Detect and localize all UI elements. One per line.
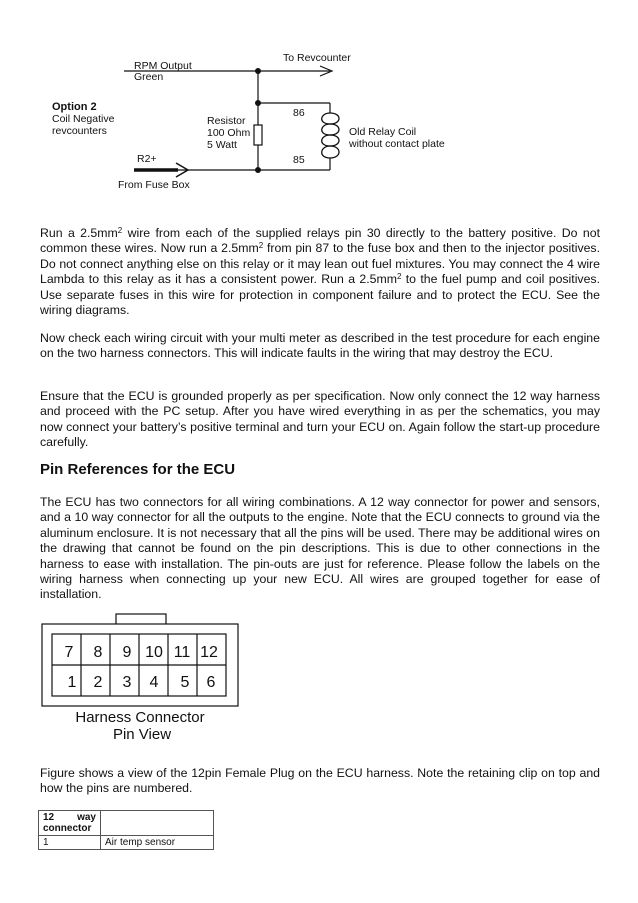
pin-1: 1	[67, 674, 77, 691]
green-label: Green	[134, 71, 164, 83]
junction-dot-mid	[255, 100, 261, 106]
paragraph-wiring: Run a $2.5mm^2$ wire from each of the supplied relays pin 30 directly to the battery positive. Do not common these wires. Now run a $2.5mm^2$ from pin 87 to the fuse box and then to the injector positives. Do not connect anything else on this relay or it may lean out fuel mixtures. You may connect the 4 wire Lambda to this relay as it has a consistent power. Run a $2.5mm^2$ to the fuel pump and coil positives. Use separate fuses in this wire for protection in component failure and to protect the ECU. See the wiring diagrams.	[40, 226, 600, 318]
junction-dot-top	[255, 68, 261, 74]
connector-caption-2: Pin View	[112, 726, 172, 743]
pin-7: 7	[64, 644, 74, 661]
to-revcounter-label: To Revcounter	[283, 52, 351, 64]
resistor-icon	[254, 125, 262, 145]
section-heading: Pin References for the ECU	[40, 461, 236, 478]
table-cell-desc: Air temp sensor	[101, 836, 214, 850]
paragraph-grounding: Ensure that the ECU is grounded properly as per specification. Now only connect the 12 way harness and proceed with the PC setup. After you have wired everything in as per the schematics, you may now connect your battery’s positive terminal and turn your ECU on. Again follow the start-up procedure carefully.	[40, 389, 600, 450]
resistor-label-3: 5 Watt	[207, 139, 237, 151]
pin-86-label: 86	[293, 107, 305, 119]
paragraph-pin-references: The ECU has two connectors for all wiring combinations. A 12 way connector for power and sensors, and a 10 way connector for all the outputs to the engine. Note that the ECU connects to ground via the aluminum enclosure. It is not necessary that all the pins will be used. There may be additional wires on the drawing that cannot be found on the pin descriptions. This is due to other connections in the harness to ease with installation. The pin-outs are just for reference. Please follow the labels on the wiring harness when connecting up your new ECU. All wires are grouped together for ease of installation.	[40, 495, 600, 602]
connector-caption-1: Harness Connector	[75, 709, 205, 726]
resistor-label-1: Resistor	[207, 115, 246, 127]
pin-4: 4	[149, 674, 159, 691]
option-title: Option 2	[52, 101, 97, 113]
option-line-1: Coil Negative	[52, 113, 115, 125]
pin-8: 8	[93, 644, 103, 661]
coil-label-2: without contact plate	[349, 138, 445, 150]
table-header-cell-2	[101, 811, 214, 836]
pin-11: 11	[173, 644, 191, 661]
pin-10: 10	[145, 644, 163, 661]
coil-label-1: Old Relay Coil	[349, 126, 417, 138]
pin-table	[38, 810, 214, 850]
pin-9: 9	[122, 644, 132, 661]
r2-label: R2+	[137, 153, 157, 165]
pin-5: 5	[180, 674, 190, 691]
harness-connector-diagram	[40, 612, 250, 747]
paragraph-multimeter: Now check each wiring circuit with your multi meter as described in the test procedure for each engine on the two harness connectors. This will indicate faults in the wiring that may destroy the ECU.	[40, 331, 600, 361]
junction-dot-bottom	[255, 167, 261, 173]
resistor-label-2: 100 Ohm	[207, 127, 251, 139]
pin-3: 3	[122, 674, 132, 691]
pin-12: 12	[200, 644, 218, 661]
table-header-cell: 12 way connector	[39, 811, 101, 836]
pin-6: 6	[206, 674, 216, 691]
rpm-output-label: RPM Output	[134, 60, 192, 72]
from-fuse-box-label: From Fuse Box	[118, 179, 190, 191]
table-header-row	[39, 811, 214, 836]
table-cell-pin: 1	[39, 836, 101, 850]
paragraph-figure-note: Figure shows a view of the 12pin Female Plug on the ECU harness. Note the retaining clip on top and how the pins are numbered.	[40, 766, 600, 796]
table-row	[39, 836, 214, 850]
relay-coil-icon	[322, 113, 339, 158]
wiring-diagram	[0, 0, 638, 200]
option-line-2: revcounters	[52, 125, 107, 137]
pin-2: 2	[93, 674, 103, 691]
pin-85-label: 85	[293, 154, 305, 166]
